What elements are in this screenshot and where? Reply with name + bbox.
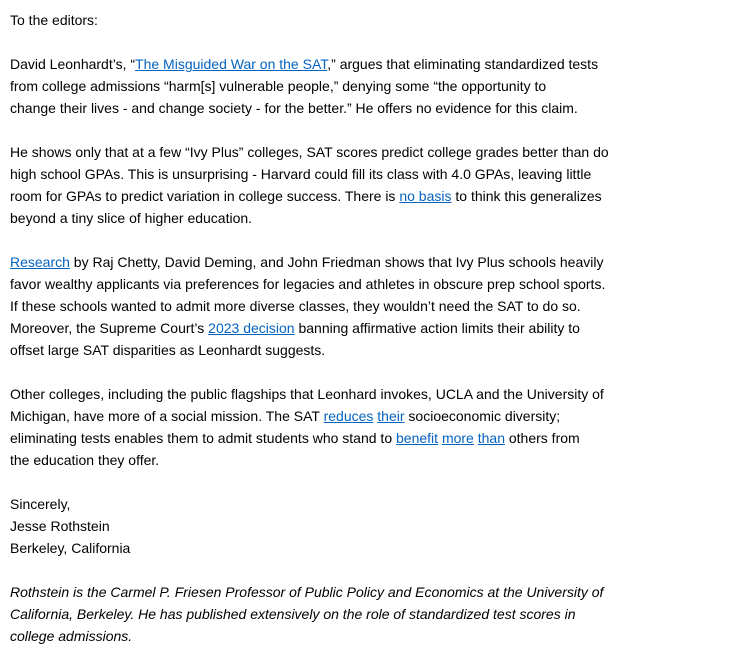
text-run: Berkeley, California <box>10 540 131 556</box>
text-run: He shows only that at a few “Ivy Plus” colleges, SAT scores predict college grades better than do <box>10 144 609 160</box>
text-run: banning affirmative action limits their ability to <box>294 320 580 336</box>
link-reduces[interactable]: reduces <box>323 408 374 424</box>
text-line <box>10 75 729 97</box>
text-line <box>10 317 729 339</box>
link-more[interactable]: more <box>441 430 474 446</box>
link-no-basis[interactable]: no basis <box>399 188 452 204</box>
link-benefit[interactable]: benefit <box>396 430 439 446</box>
text-line <box>10 251 729 273</box>
text-run: change their lives - and change society - for the better.” He offers no evidence for this claim. <box>10 100 578 116</box>
link-their[interactable]: their <box>377 408 405 424</box>
text-line <box>10 295 729 317</box>
text-run: Other colleges, including the public flagships that Leonhard invokes, UCLA and the University of <box>10 386 604 402</box>
text-run: by Raj Chetty, David Deming, and John Friedman shows that Ivy Plus schools heavily <box>69 254 604 270</box>
author-bio <box>10 581 729 647</box>
text-run: David Leonhardt’s, “ <box>10 56 136 72</box>
text-run: from college admissions “harm[s] vulnerable people,” denying some “the opportunity to <box>10 78 547 94</box>
text-line <box>10 405 729 427</box>
text-line <box>10 9 729 31</box>
text-run: Rothstein is the Carmel P. Friesen Professor of Public Policy and Economics at the University of <box>10 584 604 600</box>
text-run: room for GPAs to predict variation in college success. There is <box>10 188 400 204</box>
text-line <box>10 185 729 207</box>
text-run: to think this generalizes <box>451 188 602 204</box>
text-run: Jesse Rothstein <box>10 518 110 534</box>
text-run: eliminating tests enables them to admit students who stand to <box>10 430 396 446</box>
text-line <box>10 97 729 119</box>
text-run: To the editors: <box>10 12 98 28</box>
text-line <box>10 603 729 625</box>
text-run: socioeconomic diversity; <box>404 408 561 424</box>
text-line <box>10 537 729 559</box>
text-run: Michigan, have more of a social mission. The SAT <box>10 408 324 424</box>
text-line <box>10 207 729 229</box>
text-run: If these schools wanted to admit more diverse classes, they wouldn’t need the SAT to do so. <box>10 298 581 314</box>
text-run: college admissions. <box>10 628 133 644</box>
text-run: high school GPAs. This is unsurprising - Harvard could fill its class with 4.0 GPAs, leaving little <box>10 166 592 182</box>
text-line <box>10 449 729 471</box>
link-2023-decision[interactable]: 2023 decision <box>208 320 295 336</box>
text-line <box>10 273 729 295</box>
signature-block <box>10 493 729 559</box>
paragraph-2 <box>10 141 729 229</box>
text-line <box>10 581 729 603</box>
link-research[interactable]: Research <box>10 254 70 270</box>
salutation <box>10 9 729 31</box>
text-run: Sincerely, <box>10 496 71 512</box>
text-run: others from <box>504 430 580 446</box>
text-line <box>10 493 729 515</box>
text-line <box>10 53 729 75</box>
text-run: offset large SAT disparities as Leonhardt suggests. <box>10 342 326 358</box>
text-line <box>10 427 729 449</box>
text-run: California, Berkeley. He has published extensively on the role of standardized test scores in <box>10 606 576 622</box>
text-run: beyond a tiny slice of higher education. <box>10 210 253 226</box>
paragraph-3 <box>10 251 729 361</box>
text-run: ,” argues that eliminating standardized tests <box>327 56 599 72</box>
text-run: Moreover, the Supreme Court’s <box>10 320 209 336</box>
text-line <box>10 339 729 361</box>
text-run: the education they offer. <box>10 452 160 468</box>
text-line <box>10 625 729 647</box>
paragraph-1 <box>10 53 729 119</box>
link-than[interactable]: than <box>477 430 505 446</box>
text-line <box>10 383 729 405</box>
link-the-misguided-war-on-the-sat[interactable]: The Misguided War on the SAT <box>135 56 328 72</box>
paragraph-4 <box>10 383 729 471</box>
text-run: favor wealthy applicants via preferences for legacies and athletes in obscure prep school sports. <box>10 276 606 292</box>
text-line <box>10 163 729 185</box>
text-line <box>10 515 729 537</box>
text-line <box>10 141 729 163</box>
